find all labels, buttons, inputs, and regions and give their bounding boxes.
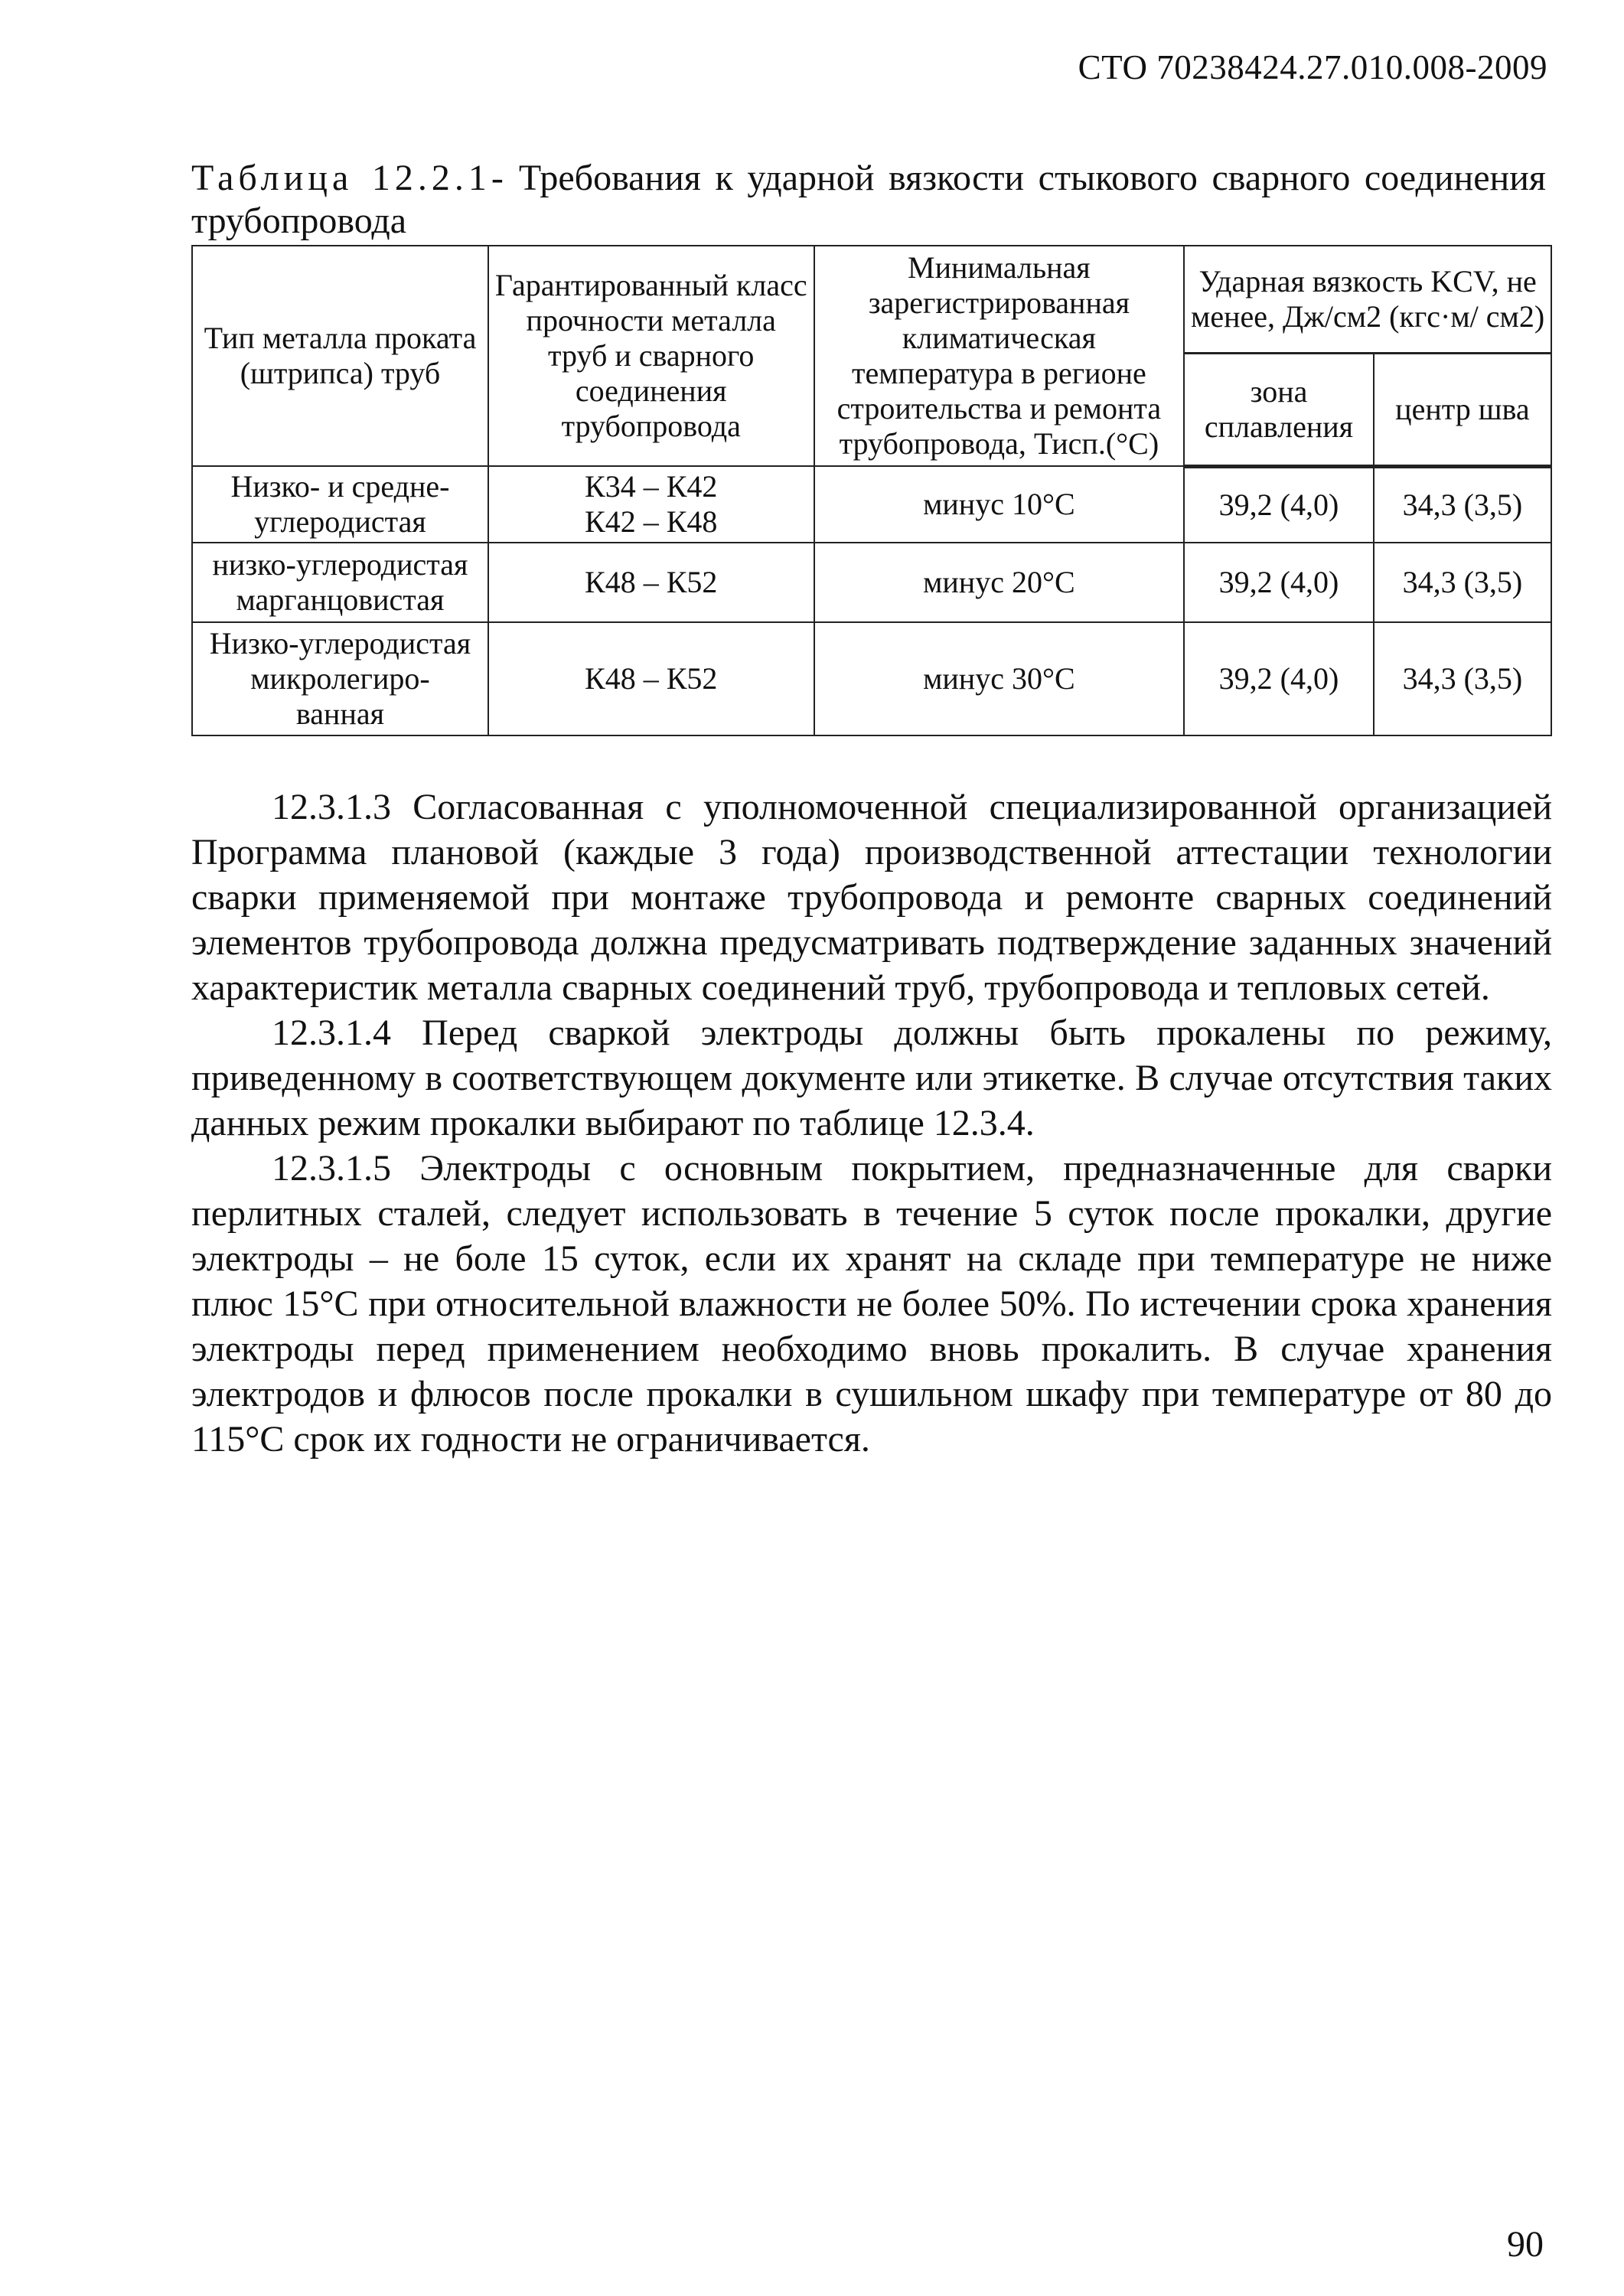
table-row: [192, 622, 1551, 735]
cell-line: низко-углеродистая: [212, 547, 468, 582]
cell-line: ванная: [295, 696, 384, 731]
table-row: [192, 466, 1551, 543]
paragraph-12-3-1-3: 12.3.1.3 Согласованная с уполномоченной специализированной организацией Программа плановой (каждые 3 года) производственной аттестации технологии сварки применяемой при монтаже трубопровода и ремонте сварных соединений элементов трубопровода должна предусматривать подтверждение заданных значений характеристик металла сварных соединений труб, трубопровода и тепловых сетей.: [191, 787, 1552, 1008]
cell-weld-center: 34,3 (3,5): [1374, 622, 1551, 735]
cell-line: К42 – К48: [585, 504, 718, 539]
header-fusion-zone: зона сплавления: [1184, 353, 1374, 466]
cell-line: К48 – К52: [585, 565, 718, 599]
cell-weld-center: 34,3 (3,5): [1374, 466, 1551, 543]
cell-temperature: минус 10°С: [814, 466, 1185, 543]
cell-line: К34 – К42: [585, 469, 718, 504]
cell-strength-class: [488, 543, 814, 622]
body-text: [191, 784, 1552, 1462]
cell-line: Низко- и средне-: [230, 469, 450, 504]
table-row: [192, 543, 1551, 622]
cell-fusion-zone: 39,2 (4,0): [1184, 622, 1374, 735]
table-caption: [191, 157, 1546, 243]
document-code: СТО 70238424.27.010.008-2009: [1078, 48, 1547, 86]
header-strength-class: Гарантированный класс прочности металла труб и сварного соединения трубопровода: [488, 246, 814, 466]
header-min-temperature: Минимальная зарегистрированная климатическая температура в регионе строительства и ремонта трубопровода, Тисп.(°С): [814, 246, 1185, 466]
cell-line: марганцовистая: [236, 582, 445, 617]
cell-strength-class: [488, 466, 814, 543]
table-header-row: [192, 246, 1551, 353]
table-caption-text: Требования к ударной вязкости стыкового сварного соединения трубопровода: [191, 158, 1547, 241]
cell-metal-type: [192, 622, 488, 735]
paragraph-12-3-1-4: 12.3.1.4 Перед сваркой электроды должны быть прокалены по режиму, приведенному в соответствующем документе или этикетке. В случае отсутствия таких данных режим прокалки выбирают по таблице 12.3.4.: [191, 1013, 1552, 1143]
header-kcv: Ударная вязкость KCV, не менее, Дж/см2 (кгс·м/ см2): [1184, 246, 1551, 353]
page-number: 90: [1507, 2224, 1544, 2265]
cell-metal-type: [192, 543, 488, 622]
cell-fusion-zone: 39,2 (4,0): [1184, 466, 1374, 543]
cell-metal-type: [192, 466, 488, 543]
cell-line: Низко-углеродистая: [209, 626, 471, 660]
cell-weld-center: 34,3 (3,5): [1374, 543, 1551, 622]
cell-temperature: минус 30°С: [814, 622, 1185, 735]
cell-line: К48 – К52: [585, 661, 718, 696]
table-caption-label: Таблица 12.2.1-: [191, 158, 508, 198]
cell-temperature: минус 20°С: [814, 543, 1185, 622]
cell-line: микролегиро-: [250, 661, 430, 696]
paragraph-12-3-1-5: 12.3.1.5 Электроды с основным покрытием, предназначенные для сварки перлитных сталей, следует использовать в течение 5 суток после прокалки, другие электроды – не боле 15 суток, если их хранят на складе при температуре не ниже плюс 15°С при относительной влажности не более 50%. По истечении срока хранения электроды перед применением необходимо вновь прокалить. В случае хранения электродов и флюсов после прокалки в сушильном шкафу при температуре от 80 до 115°С срок их годности не ограничивается.: [191, 1148, 1552, 1459]
header-metal-type: Тип металла проката (штрипса) труб: [192, 246, 488, 466]
cell-line: углеродистая: [254, 504, 426, 539]
header-weld-center: центр шва: [1374, 353, 1551, 466]
impact-toughness-table: [191, 245, 1552, 736]
cell-fusion-zone: 39,2 (4,0): [1184, 543, 1374, 622]
cell-strength-class: [488, 622, 814, 735]
